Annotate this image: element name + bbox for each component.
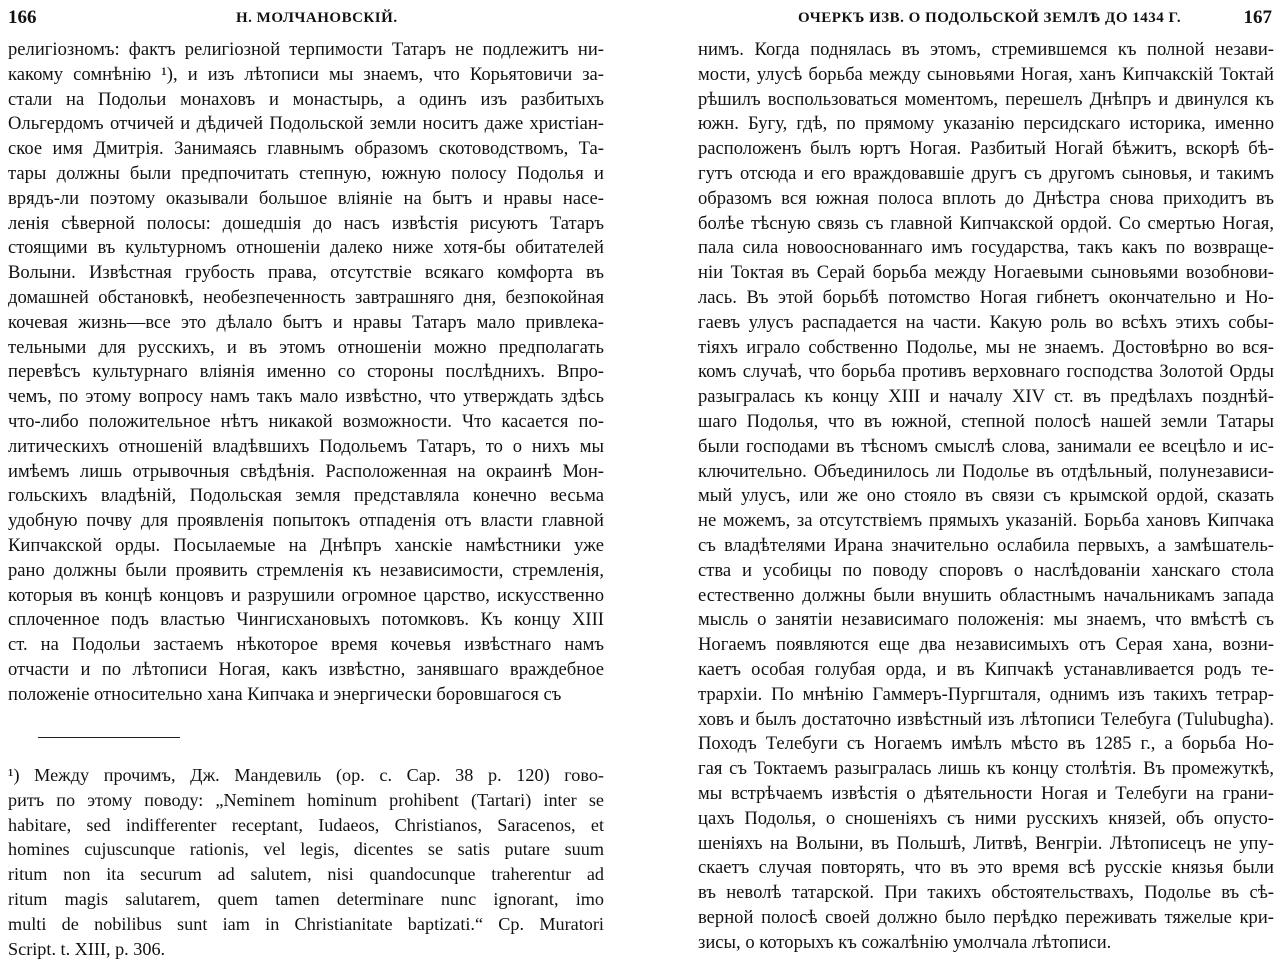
text-line: мысль о занятіи независимаго положенія: мы знаемъ, что вмѣстѣ съ <box>698 609 1274 631</box>
running-head-right: ОЧЕРКЪ ИЗВ. О ПОДОЛЬСКОЙ ЗЕМЛѢ ДО 1434 Г. <box>798 10 1182 26</box>
text-line: трархіи. По мнѣнію Гаммеръ-Пургшталя, однимъ изъ такихъ тетрар- <box>698 683 1274 705</box>
text-line: домашней обстановкѣ, необезпеченность завтрашняго дня, безпокойная <box>8 286 604 308</box>
text-line: не можемъ, за отсутствіемъ прямыхъ указаній. Борьба хановъ Кипчака <box>698 510 1274 532</box>
text-line: сплоченное подъ властью Чингисхановыхъ потомковъ. Къ концу XIII <box>8 609 604 631</box>
text-line: какому сомнѣнію ¹), и изъ лѣтописи мы знаемъ, что Корьятовичи за- <box>8 63 604 85</box>
page-number-left: 166 <box>8 7 37 28</box>
footnote-line: multi de nobilibus sunt iam in Christianitate baptizati.“ Cp. Muratori <box>8 913 604 934</box>
text-line: стали на Подольи монаховъ и монастырь, а одинъ изъ разбитыхъ <box>8 88 604 110</box>
text-line: ства и усобицы по поводу споровъ о наслѣдованіи ханскаго стола <box>698 559 1274 581</box>
text-line: болѣе тѣсную связь съ главной Кипчакской ордой. Со смертью Ногая, <box>698 212 1274 234</box>
footnote <box>0 763 604 961</box>
text-line: ленія сѣверной полосы: дошедшія до насъ извѣстія рисуютъ Татаръ <box>8 212 604 234</box>
text-line: отчасти и по лѣтописи Ногая, какъ извѣстно, занявшаго враждебное <box>8 658 604 680</box>
text-line: гая съ Токтаемъ разыгралась лишь къ концу столѣтія. Въ промежуткѣ, <box>698 758 1274 780</box>
text-line: мости, улусѣ борьба между сыновьями Ногая, ханъ Кипчакскій Токтай <box>698 63 1274 85</box>
text-line: въ неволѣ татарской. При такихъ обстоятельствахъ, Подолье въ сѣ- <box>698 882 1274 904</box>
text-line: религіозномъ: фактъ религіозной терпимости Татаръ не подлежитъ ни- <box>8 39 604 60</box>
text-line: образомъ вся южная полоса вплоть до Днѣстра снова приходитъ въ <box>698 187 1274 209</box>
text-line: стоящими въ культурномъ отношеніи далеко ниже хотя-бы обитателей <box>8 237 604 259</box>
footnote-line: ritum magis salutarem, quem tamen determinare nunc ignorant, imo <box>8 888 604 909</box>
text-line: тіяхъ играло собственно Подолье, мы не знаемъ. Достовѣрно во вся- <box>698 336 1274 358</box>
text-line: цахъ Подолья, о сношеніяхъ съ ними русскихъ князей, объ опусто- <box>698 807 1274 829</box>
footnote-line: ритъ по этому поводу: „Neminem hominum prohibent (Tartari) inter se <box>8 789 604 810</box>
text-line: ніи Токтая въ Серай борьба между Ногаевыми сыновьями возобнови- <box>698 262 1274 284</box>
text-line: Кипчакской орды. Посылаемые на Днѣпръ ханскіе намѣстники уже <box>8 534 604 556</box>
text-line: лась. Въ этой борьбѣ потомство Ногая гибнетъ окончательно и Но- <box>698 286 1274 308</box>
text-line: разыгралась къ концу XIII и началу XIV ст. въ предѣлахъ позднѣй- <box>698 386 1274 408</box>
text-line: литическихъ отношеній владѣвшихъ Подольемъ Татаръ, то о нихъ мы <box>8 435 604 457</box>
footnote-line: Script. t. XIII, p. 306. <box>8 938 166 959</box>
text-line: рѣшилъ воспользоваться моментомъ, перешелъ Днѣпръ и двинулся къ <box>698 88 1274 110</box>
text-line: чемъ, по этому вопросу намъ такъ мало извѣстно, что утверждать здѣсь <box>8 386 604 408</box>
footnote-line: ritum non ita securum ad salutem, nisi quandocunque traherentur ad <box>8 864 604 885</box>
text-line: ховъ и былъ достаточно извѣстный изъ лѣтописи Телебуга (Tulubugha). <box>698 708 1274 730</box>
footnote-line: ¹) Между прочимъ, Дж. Мандевиль (ор. с. Сар. 38 р. 120) гово- <box>8 765 604 785</box>
text-line: ское имя Дмитрія. Занимаясь главнымъ образомъ скотоводствомъ, Та- <box>8 138 604 160</box>
text-line: тары должны были предпочитать степную, южную полосу Подолья и <box>8 162 604 184</box>
left-page-header <box>0 5 604 31</box>
text-line: были господами въ тѣсномъ смыслѣ слова, занимали ее всецѣло и ис- <box>698 435 1274 457</box>
text-line: врядъ-ли поэтому оказывали большое вліяніе на бытъ и нравы насе- <box>8 187 604 209</box>
text-line: ключительно. Объединилось ли Подолье въ отдѣльный, полунезависи- <box>698 460 1274 482</box>
text-line: тельными для русскихъ, и въ этомъ отношеніи можно предполагать <box>8 336 604 358</box>
footnote-rule <box>38 737 180 738</box>
text-line: нимъ. Когда поднялась въ этомъ, стремившемся къ полной незави- <box>698 39 1274 60</box>
text-line: скаетъ случая повторять, что въ это время всѣ русскіе князья были <box>698 857 1274 879</box>
text-line: комъ случаѣ, что борьба противъ верховнаго господства Золотой Орды <box>698 361 1274 383</box>
text-line: гутъ отсюда и его враждовавшіе другъ съ другомъ сыновья, и такимъ <box>698 162 1274 184</box>
right-page-header <box>642 5 1274 31</box>
text-line: гольскихъ владѣній, Подольская земля представляла конечно весьма <box>8 485 604 507</box>
text-line: перевѣсъ культурнаго вліянія именно со стороны послѣднихъ. Впро- <box>8 361 604 383</box>
text-line: Ольгердомъ отчичей и дѣдичей Подольской земли носитъ даже христіан- <box>8 113 604 135</box>
text-line: Походъ Телебуги съ Ногаемъ имѣлъ мѣсто въ 1285 г., а борьба Но- <box>698 733 1274 755</box>
text-line: кочевая жизнь—все это дѣлало бытъ и нравы Татаръ мало привлека- <box>8 311 604 333</box>
text-line: пала сила новооснованнаго имъ государства, такъ какъ по возвраще- <box>698 237 1274 259</box>
left-body-text <box>0 38 604 708</box>
text-line: имѣемъ лишь отрывочныя свѣдѣнія. Расположенная на окраинѣ Мон- <box>8 460 604 482</box>
text-line: шаго Подолья, что въ южной, степной полосѣ нашей земли Татары <box>698 410 1274 432</box>
right-body-text <box>642 38 1274 955</box>
text-line: гаевъ улусъ распадается на части. Какую роль во всѣхъ этихъ собы- <box>698 311 1274 333</box>
text-line: каетъ особая голубая орда, и въ Кипчакѣ устанавливается родъ те- <box>698 658 1274 680</box>
text-line: рано должны были проявить стремленія къ независимости, стремленія, <box>8 559 604 581</box>
text-line: положеніе относительно хана Кипчака и энергически боровшагося съ <box>8 683 562 705</box>
text-line: зисы, о которыхъ къ сожалѣнію умолчала лѣтописи. <box>698 931 1112 953</box>
text-line: Ногаемъ появляются еще два независимыхъ отъ Серая хана, возни- <box>698 634 1274 656</box>
left-page <box>0 0 604 976</box>
running-head-left: Н. МОЛЧАНОВСКІЙ. <box>236 10 398 26</box>
text-line: шеніяхъ на Волыни, въ Польшѣ, Литвѣ, Венгріи. Лѣтописецъ не упу- <box>698 832 1274 854</box>
text-line: удобную почву для проявленія попытокъ отпаденія отъ власти главной <box>8 510 604 532</box>
text-line: которыя въ концѣ концовъ и разрушили огромное царство, искусственно <box>8 584 604 606</box>
text-line: мый улусъ, или же оно стояло въ связи съ крымской ордой, сказать <box>698 485 1274 507</box>
text-line: Волыни. Извѣстная грубость права, отсутствіе всякаго комфорта въ <box>8 262 604 284</box>
text-line: мы встрѣчаемъ извѣстія о дѣятельности Ногая и Телебуги на грани- <box>698 782 1274 804</box>
footnote-line: habitare, sed indifferenter receptant, Iudaeos, Christianos, Saracenos, et <box>8 814 604 835</box>
text-line: что-либо положительное нѣтъ никакой возможности. Что касается по- <box>8 410 604 432</box>
text-line: расположенъ былъ юртъ Ногая. Разбитый Ногай бѣжитъ, вскорѣ бѣ- <box>698 138 1274 160</box>
text-line: съ владѣтелями Ирана значительно ослабила первыхъ, а замѣшатель- <box>698 534 1274 556</box>
text-line: естественно должны были внушить областнымъ начальникамъ запада <box>698 584 1274 606</box>
footnote-line: homines cujuscunque rationis, vel legis, dicentes se satis putare suum <box>8 839 604 860</box>
text-line: верной полосѣ своей должно было перѣдко переживать тяжелые кри- <box>698 906 1274 928</box>
page-number-right: 167 <box>1243 7 1272 28</box>
right-page <box>642 0 1274 976</box>
text-line: южн. Бугу, гдѣ, по прямому указанію персидскаго историка, именно <box>698 113 1274 135</box>
text-line: ст. на Подольи застаемъ нѣкоторое время кочевья извѣстнаго намъ <box>8 634 604 656</box>
